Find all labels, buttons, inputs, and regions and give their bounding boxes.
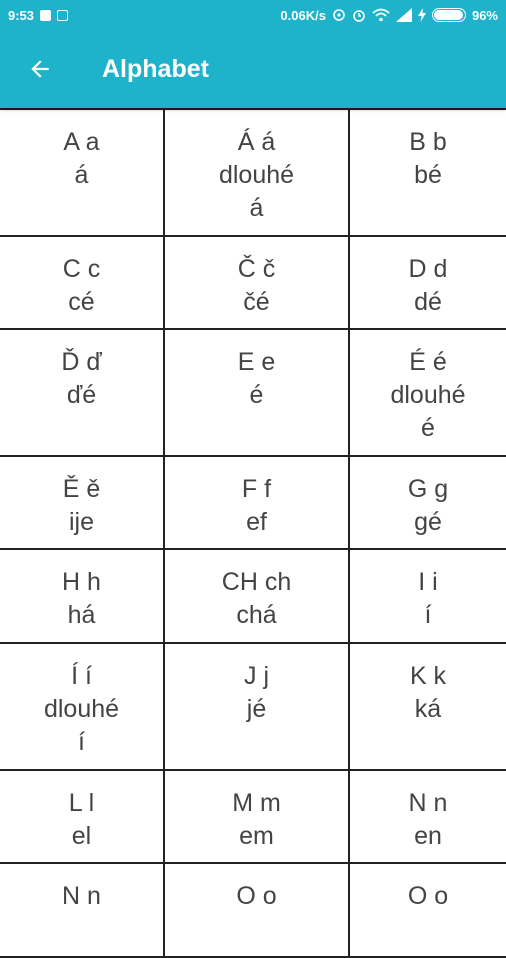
battery-percent: 96% <box>471 7 498 23</box>
pronunciation-label: em <box>239 822 274 850</box>
letter-label: C c <box>62 255 101 283</box>
letter-label: A a <box>63 128 100 156</box>
letter-label: D d <box>408 255 448 283</box>
pronunciation-label: bé <box>414 161 442 189</box>
letter-cell[interactable] <box>163 864 348 956</box>
status-bar <box>0 0 506 30</box>
letter-cell[interactable] <box>348 330 506 455</box>
letter-cell[interactable] <box>348 237 506 328</box>
letter-label: M m <box>232 789 281 817</box>
letter-label: Ď ď <box>61 348 102 376</box>
charging-icon <box>418 8 426 22</box>
letter-cell[interactable] <box>0 457 163 548</box>
letter-cell[interactable] <box>0 644 163 769</box>
letter-label: O o <box>236 882 277 910</box>
letter-label: CH ch <box>221 568 292 596</box>
status-bar-right <box>280 8 498 23</box>
letter-cell[interactable] <box>163 457 348 548</box>
letter-label: K k <box>409 662 447 690</box>
letter-cell[interactable] <box>348 457 506 548</box>
signal-icon <box>396 8 412 22</box>
letter-cell[interactable] <box>348 864 506 956</box>
pronunciation-label: en <box>414 822 442 850</box>
pronunciation-label: jé <box>246 695 267 723</box>
letter-label: G g <box>407 475 449 503</box>
letter-label: I i <box>418 568 438 596</box>
alphabet-row <box>0 110 506 237</box>
pronunciation-label: á <box>74 161 89 189</box>
letter-label: E e <box>237 348 276 376</box>
alarm-icon <box>352 8 366 22</box>
letter-label: J j <box>244 662 269 690</box>
notification-icon <box>57 10 68 21</box>
alphabet-grid <box>0 108 506 958</box>
letter-label: N n <box>408 789 448 817</box>
letter-cell[interactable] <box>0 864 163 956</box>
pronunciation-label: ef <box>246 508 267 536</box>
page-title: Alphabet <box>102 54 209 83</box>
app-bar <box>0 30 506 108</box>
pronunciation-label: ďé <box>66 381 97 409</box>
letter-cell[interactable] <box>0 110 163 235</box>
letter-cell[interactable] <box>348 644 506 769</box>
pronunciation-label: é <box>421 414 435 442</box>
letter-cell[interactable] <box>348 771 506 862</box>
letter-cell[interactable] <box>0 237 163 328</box>
status-time: 9:53 <box>8 7 35 23</box>
letter-cell[interactable] <box>163 771 348 862</box>
letter-label: Ě ě <box>62 475 101 503</box>
pronunciation-label: é <box>249 381 264 409</box>
status-bar-left <box>8 8 68 23</box>
network-speed: 0.06K/s <box>280 7 326 23</box>
letter-cell[interactable] <box>163 330 348 455</box>
letter-label: B b <box>409 128 447 156</box>
letter-cell[interactable] <box>163 644 348 769</box>
letter-cell[interactable] <box>348 550 506 642</box>
back-button[interactable] <box>20 49 60 89</box>
letter-label: O o <box>407 882 449 910</box>
letter-label: N n <box>62 882 101 910</box>
letter-cell[interactable] <box>163 110 348 235</box>
letter-label: F f <box>241 475 272 503</box>
sync-icon <box>332 8 346 22</box>
pronunciation-label: dlouhé <box>43 695 120 723</box>
letter-cell[interactable] <box>163 237 348 328</box>
arrow-back-icon <box>27 56 53 82</box>
pronunciation-label: há <box>67 601 96 629</box>
pronunciation-label: el <box>71 822 92 850</box>
pronunciation-label: cé <box>68 288 95 316</box>
pronunciation-label: chá <box>236 601 277 629</box>
letter-label: Á á <box>237 128 276 156</box>
alphabet-row <box>0 644 506 771</box>
letter-label: É é <box>409 348 447 376</box>
alphabet-row <box>0 550 506 644</box>
battery-level <box>434 10 463 20</box>
letter-label: Č č <box>237 255 276 283</box>
letter-label: Í í <box>71 662 92 690</box>
wifi-icon <box>372 8 390 22</box>
letter-cell[interactable] <box>348 110 506 235</box>
pronunciation-label: čé <box>243 288 270 316</box>
alphabet-row <box>0 771 506 864</box>
letter-cell[interactable] <box>0 771 163 862</box>
letter-cell[interactable] <box>0 330 163 455</box>
pronunciation-label: í <box>424 601 432 629</box>
pronunciation-label: í <box>78 728 85 756</box>
alphabet-row <box>0 864 506 958</box>
pronunciation-label: á <box>249 194 264 222</box>
pronunciation-label: dlouhé <box>218 161 295 189</box>
letter-label: L l <box>68 789 95 817</box>
battery-icon <box>432 8 466 22</box>
letter-cell[interactable] <box>163 550 348 642</box>
alphabet-row <box>0 237 506 330</box>
pronunciation-label: dlouhé <box>390 381 466 409</box>
pronunciation-label: dé <box>414 288 442 316</box>
alphabet-row <box>0 330 506 457</box>
pronunciation-label: gé <box>414 508 442 536</box>
letter-cell[interactable] <box>0 550 163 642</box>
letter-label: H h <box>62 568 101 596</box>
pronunciation-label: ije <box>68 508 94 536</box>
pronunciation-label: ká <box>414 695 442 723</box>
notification-icon <box>40 10 51 21</box>
alphabet-row <box>0 457 506 550</box>
